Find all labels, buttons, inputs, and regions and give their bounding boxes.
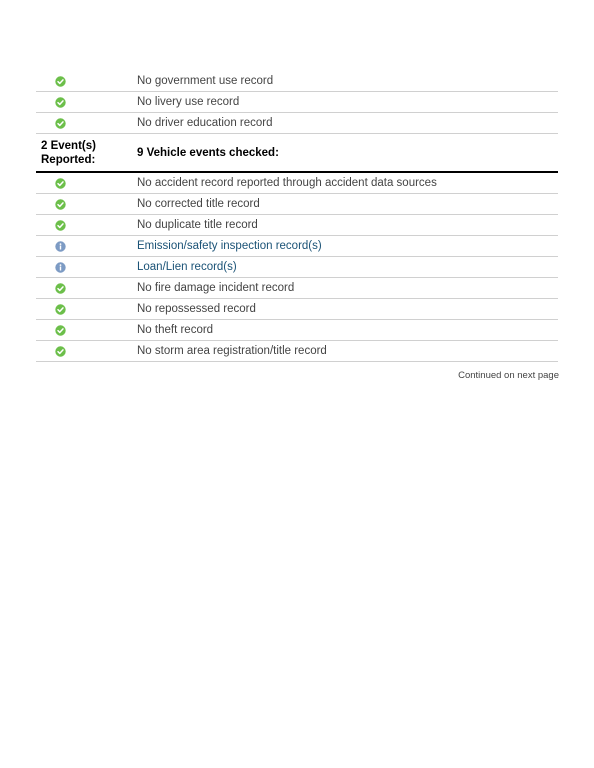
events-reported-count <box>36 139 132 167</box>
event-row <box>36 71 558 92</box>
event-icon-cell <box>36 178 84 189</box>
events-table <box>36 71 558 362</box>
check-circle-icon <box>55 118 66 129</box>
event-row <box>36 173 558 194</box>
event-text: No storm area registration/title record <box>137 345 327 357</box>
event-row <box>36 194 558 215</box>
event-icon-cell <box>36 118 84 129</box>
info-circle-icon <box>55 241 66 252</box>
event-icon-cell <box>36 346 84 357</box>
event-row <box>36 257 558 278</box>
event-text: No fire damage incident record <box>137 282 295 294</box>
event-row <box>36 215 558 236</box>
event-text: No driver education record <box>137 117 273 129</box>
event-icon-cell <box>36 283 84 294</box>
check-circle-icon <box>55 346 66 357</box>
event-icon-cell <box>36 220 84 231</box>
event-icon-cell <box>36 76 84 87</box>
event-row <box>36 278 558 299</box>
check-circle-icon <box>55 199 66 210</box>
event-text: No duplicate title record <box>137 219 258 231</box>
check-circle-icon <box>55 220 66 231</box>
events-count-line2: Reported: <box>41 153 96 166</box>
vehicle-events-list <box>36 173 558 362</box>
vehicle-events-title: 9 Vehicle events checked: <box>137 146 279 159</box>
events-count-line1: 2 Event(s) <box>41 139 96 152</box>
event-icon-cell <box>36 199 84 210</box>
event-icon-cell <box>36 325 84 336</box>
info-circle-icon <box>55 262 66 273</box>
event-text: Loan/Lien record(s) <box>137 261 237 273</box>
event-text: No theft record <box>137 324 214 336</box>
event-text: No livery use record <box>137 96 240 108</box>
event-row <box>36 113 558 134</box>
event-row <box>36 320 558 341</box>
continued-note: Continued on next page <box>458 370 559 381</box>
event-icon-cell <box>36 97 84 108</box>
event-text: No repossessed record <box>137 303 256 315</box>
event-text: No corrected title record <box>137 198 260 210</box>
check-circle-icon <box>55 325 66 336</box>
check-circle-icon <box>55 178 66 189</box>
check-circle-icon <box>55 97 66 108</box>
event-text: No government use record <box>137 75 274 87</box>
event-icon-cell <box>36 304 84 315</box>
event-text: No accident record reported through accident data sources <box>137 177 437 189</box>
check-circle-icon <box>55 76 66 87</box>
event-row <box>36 236 558 257</box>
event-text: Emission/safety inspection record(s) <box>137 240 322 252</box>
event-row <box>36 341 558 362</box>
usage-events-list <box>36 71 558 134</box>
check-circle-icon <box>55 283 66 294</box>
event-icon-cell <box>36 241 84 252</box>
event-icon-cell <box>36 262 84 273</box>
event-row <box>36 299 558 320</box>
check-circle-icon <box>55 304 66 315</box>
vehicle-events-header <box>36 134 558 173</box>
event-row <box>36 92 558 113</box>
